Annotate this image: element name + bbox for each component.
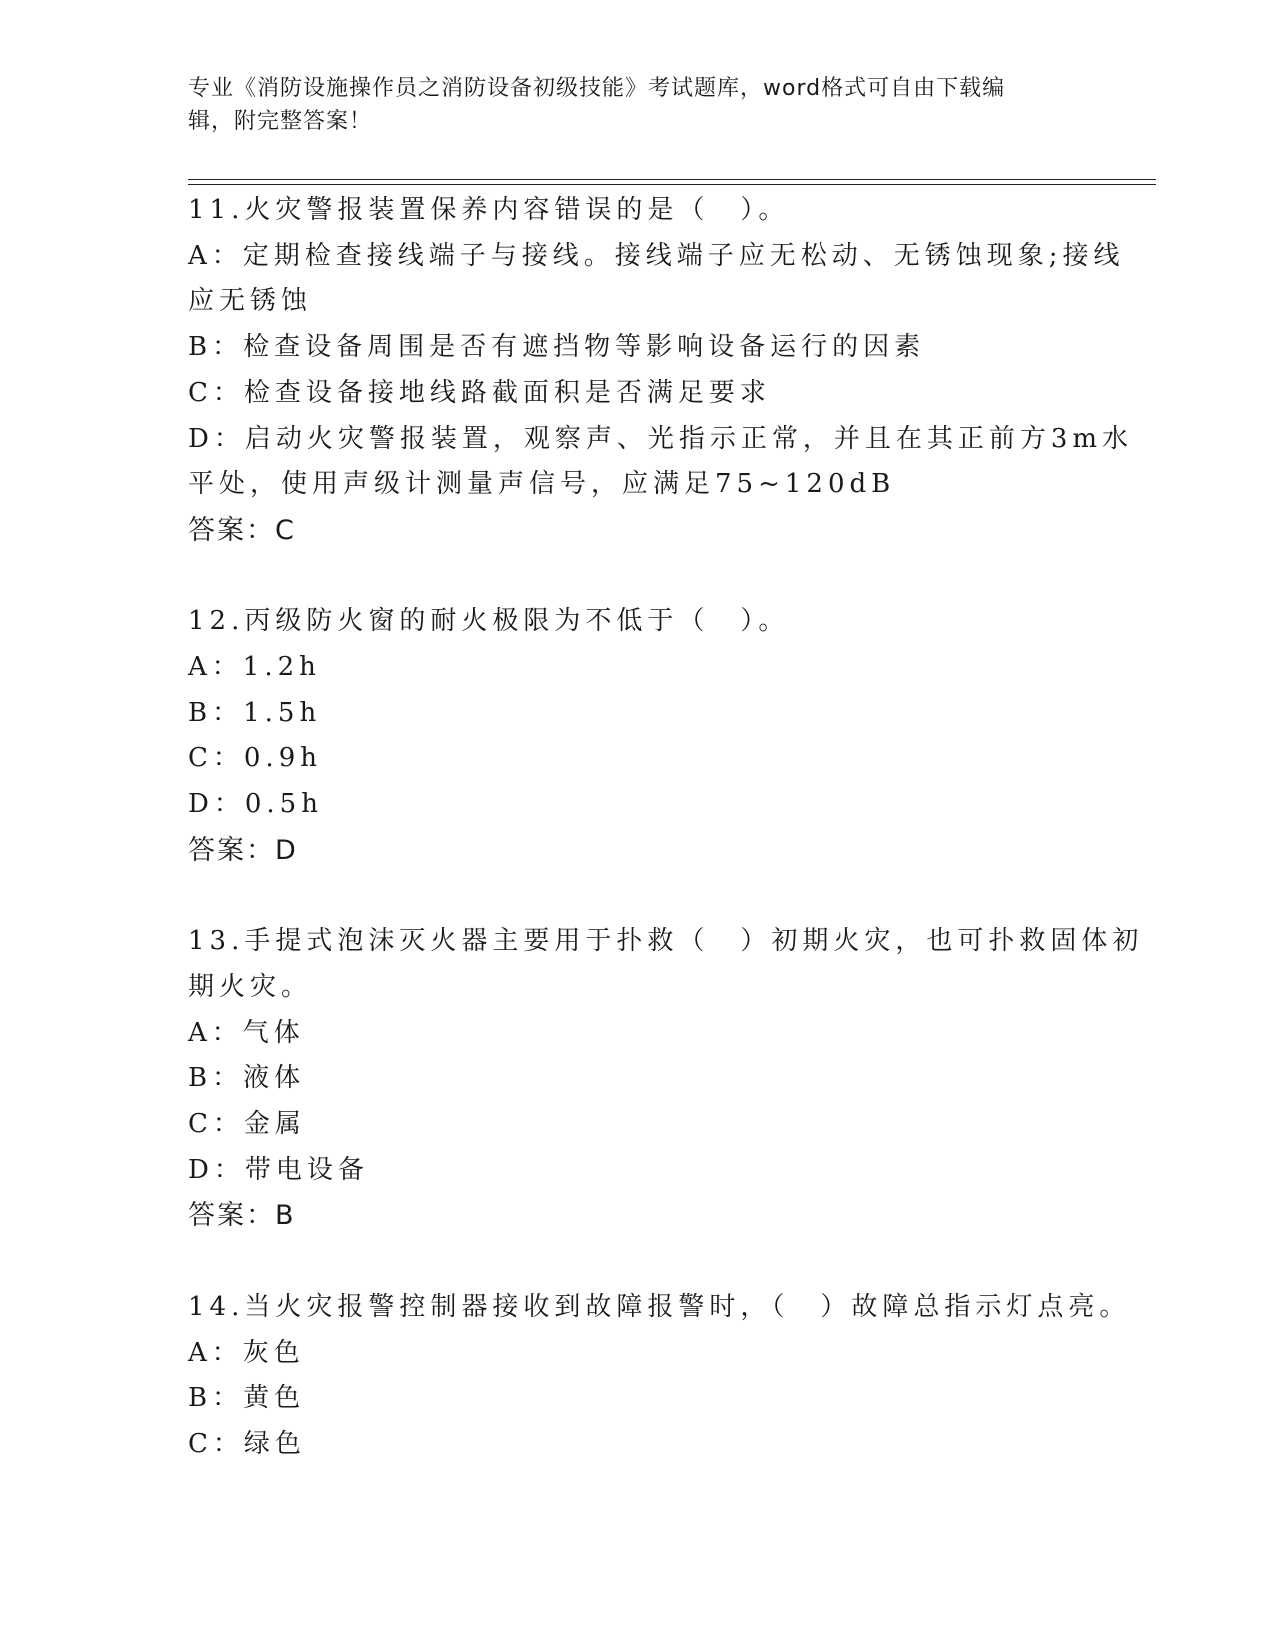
answer-option: D：带电设备 <box>188 1154 369 1185</box>
question-block <box>188 188 1134 599</box>
question-stem: 11.火灾警报装置保养内容错误的是（ ）。 <box>188 195 790 225</box>
answer-option: C：检查设备接地线路截面积是否满足要求 <box>188 377 771 408</box>
question-block <box>188 599 1088 919</box>
answer-option: A：灰色 <box>188 1337 305 1368</box>
answer-key: 答案：C <box>188 514 296 546</box>
question-stem: 期火灾。 <box>188 971 313 1002</box>
answer-option: 平处，使用声级计测量声信号，应满足75~120dB <box>188 469 896 500</box>
question-spacer <box>188 554 1088 600</box>
answer-option: C：金属 <box>188 1109 306 1140</box>
document-header <box>188 72 1088 138</box>
answer-option: B：检查设备周围是否有遮挡物等影响设备运行的因素 <box>188 332 926 363</box>
header-divider-top <box>188 179 1156 180</box>
answer-key: 答案：D <box>188 834 298 866</box>
question-stem: 13.手提式泡沫灭火器主要用于扑救（ ）初期火灾，也可扑救固体初 <box>188 926 1144 957</box>
header-divider-bottom <box>188 184 1156 185</box>
question-stem: 14.当火灾报警控制器接收到故障报警时，（ ）故障总指示灯点亮。 <box>188 1291 1131 1322</box>
answer-key: 答案：B <box>188 1200 296 1232</box>
question-block <box>188 919 1144 1285</box>
answer-option: C：绿色 <box>188 1428 306 1459</box>
header-line-1: 专业《消防设施操作员之消防设备初级技能》考试题库，word格式可自由下载编 <box>188 76 1006 101</box>
question-spacer <box>188 874 1088 920</box>
question-block <box>188 1285 1131 1468</box>
question-list <box>188 188 1144 1468</box>
answer-option: C：0.9h <box>188 743 322 774</box>
answer-option: A：定期检查接线端子与接线。接线端子应无松动、无锈蚀现象;接线 <box>188 240 1125 271</box>
answer-option: A：气体 <box>188 1017 305 1048</box>
answer-option: D：启动火灾警报装置，观察声、光指示正常，并且在其正前方3m水 <box>188 423 1134 454</box>
header-line-2: 辑，附完整答案！ <box>188 109 373 134</box>
question-spacer <box>188 1239 1088 1285</box>
answer-option: A：1.2h <box>188 652 321 683</box>
answer-option: B：黄色 <box>188 1383 306 1414</box>
answer-option: 应无锈蚀 <box>188 286 313 317</box>
question-stem: 12.丙级防火窗的耐火极限为不低于（ ）。 <box>188 606 790 637</box>
answer-option: B：液体 <box>188 1063 306 1094</box>
answer-option: D：0.5h <box>188 789 323 820</box>
answer-option: B：1.5h <box>188 697 322 728</box>
